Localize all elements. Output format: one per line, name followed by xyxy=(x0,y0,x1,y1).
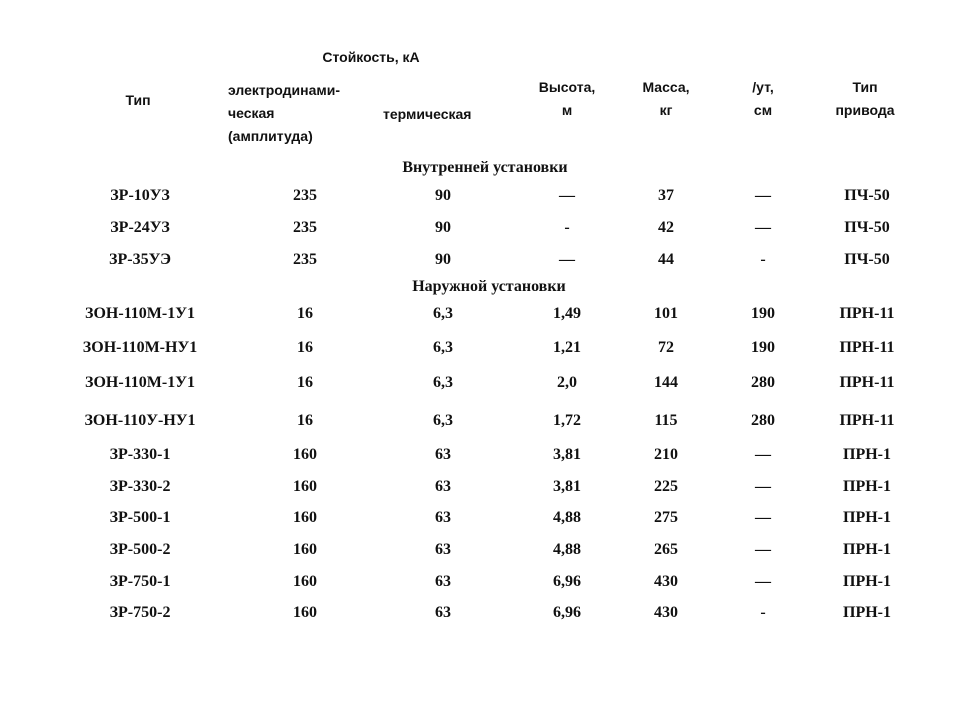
header-electrodynamic-line2: ческая xyxy=(228,105,275,121)
section-indoor: Внутренней установки xyxy=(402,159,568,176)
cell-height: 3,81 xyxy=(553,446,581,463)
cell-electrodynamic: 160 xyxy=(293,604,317,621)
cell-type: ЗР-750-1 xyxy=(109,573,171,590)
cell-drive: ПРН-1 xyxy=(843,573,891,590)
header-type: Тип xyxy=(125,92,151,108)
header-angle xyxy=(752,76,774,122)
cell-angle: - xyxy=(760,604,766,621)
cell-height: 1,72 xyxy=(553,412,581,429)
cell-drive: ПРН-1 xyxy=(843,604,891,621)
cell-type: ЗР-330-2 xyxy=(109,478,171,495)
cell-thermal: 63 xyxy=(435,446,451,463)
cell-electrodynamic: 160 xyxy=(293,541,317,558)
cell-height: 2,0 xyxy=(557,374,577,391)
cell-drive: ПЧ-50 xyxy=(844,219,890,236)
cell-electrodynamic: 160 xyxy=(293,509,317,526)
cell-type: ЗОН-110У-НУ1 xyxy=(84,412,196,429)
cell-drive: ПРН-1 xyxy=(843,478,891,495)
cell-type: ЗР-10УЗ xyxy=(110,187,170,204)
cell-thermal: 63 xyxy=(435,509,451,526)
cell-drive: ПРН-11 xyxy=(839,339,895,356)
header-electrodynamic-line1: электродинами- xyxy=(228,82,341,98)
cell-type: ЗР-500-2 xyxy=(109,541,171,558)
cell-drive: ПЧ-50 xyxy=(844,251,890,268)
header-angle-line2: см xyxy=(753,102,773,118)
header-group-resistance: Стойкость, кА xyxy=(322,49,420,65)
cell-drive: ПЧ-50 xyxy=(844,187,890,204)
cell-type: ЗОН-110М-1У1 xyxy=(85,305,195,322)
cell-angle: — xyxy=(755,573,771,590)
cell-mass: 430 xyxy=(654,604,678,621)
cell-electrodynamic: 160 xyxy=(293,573,317,590)
cell-electrodynamic: 16 xyxy=(297,339,313,356)
cell-mass: 275 xyxy=(654,509,678,526)
cell-electrodynamic: 160 xyxy=(293,446,317,463)
cell-angle: 280 xyxy=(751,374,775,391)
cell-mass: 225 xyxy=(654,478,678,495)
cell-mass: 144 xyxy=(654,374,678,391)
cell-electrodynamic: 235 xyxy=(293,187,317,204)
cell-thermal: 63 xyxy=(435,604,451,621)
cell-type: ЗР-24УЗ xyxy=(110,219,170,236)
cell-thermal: 63 xyxy=(435,541,451,558)
cell-type: ЗР-500-1 xyxy=(109,509,171,526)
cell-electrodynamic: 235 xyxy=(293,251,317,268)
cell-angle: — xyxy=(755,446,771,463)
header-electrodynamic xyxy=(228,79,340,148)
header-height-line1: Высота, xyxy=(538,79,596,95)
header-height xyxy=(539,76,596,122)
cell-drive: ПРН-1 xyxy=(843,509,891,526)
cell-mass: 72 xyxy=(658,339,674,356)
cell-angle: 190 xyxy=(751,305,775,322)
cell-type: ЗОН-110М-1У1 xyxy=(85,374,195,391)
cell-drive: ПРН-11 xyxy=(839,374,895,391)
cell-thermal: 6,3 xyxy=(433,305,453,322)
cell-thermal: 90 xyxy=(435,187,451,204)
cell-height: 3,81 xyxy=(553,478,581,495)
cell-angle: - xyxy=(760,251,766,268)
cell-mass: 42 xyxy=(658,219,674,236)
section-outdoor: Наружной установки xyxy=(412,278,566,295)
header-drive xyxy=(835,76,894,122)
cell-angle: — xyxy=(755,541,771,558)
cell-angle: — xyxy=(755,509,771,526)
cell-height: 6,96 xyxy=(553,573,581,590)
cell-mass: 101 xyxy=(654,305,678,322)
cell-angle: 280 xyxy=(751,412,775,429)
cell-height: 1,49 xyxy=(553,305,581,322)
cell-type: ЗР-750-2 xyxy=(109,604,171,621)
cell-drive: ПРН-1 xyxy=(843,541,891,558)
header-mass xyxy=(642,76,689,122)
cell-drive: ПРН-1 xyxy=(843,446,891,463)
cell-electrodynamic: 235 xyxy=(293,219,317,236)
cell-electrodynamic: 160 xyxy=(293,478,317,495)
cell-thermal: 90 xyxy=(435,219,451,236)
cell-height: - xyxy=(564,219,570,236)
cell-height: 1,21 xyxy=(553,339,581,356)
header-drive-line2: привода xyxy=(835,102,895,118)
cell-electrodynamic: 16 xyxy=(297,374,313,391)
cell-height: — xyxy=(559,251,575,268)
cell-mass: 37 xyxy=(658,187,674,204)
cell-angle: — xyxy=(755,187,771,204)
header-drive-line1: Тип xyxy=(852,79,878,95)
cell-angle: — xyxy=(755,219,771,236)
header-mass-line1: Масса, xyxy=(642,79,690,95)
cell-height: 4,88 xyxy=(553,509,581,526)
cell-drive: ПРН-11 xyxy=(839,305,895,322)
cell-thermal: 63 xyxy=(435,478,451,495)
header-mass-line2: кг xyxy=(659,102,673,118)
cell-height: — xyxy=(559,187,575,204)
header-electrodynamic-line3: (амплитуда) xyxy=(228,128,313,144)
cell-type: ЗОН-110М-НУ1 xyxy=(82,339,198,356)
cell-height: 4,88 xyxy=(553,541,581,558)
cell-thermal: 6,3 xyxy=(433,339,453,356)
cell-thermal: 90 xyxy=(435,251,451,268)
cell-mass: 265 xyxy=(654,541,678,558)
cell-thermal: 63 xyxy=(435,573,451,590)
cell-mass: 430 xyxy=(654,573,678,590)
cell-angle: — xyxy=(755,478,771,495)
cell-angle: 190 xyxy=(751,339,775,356)
cell-type: ЗР-330-1 xyxy=(109,446,171,463)
cell-mass: 210 xyxy=(654,446,678,463)
header-thermal: термическая xyxy=(383,106,472,122)
cell-drive: ПРН-11 xyxy=(839,412,895,429)
cell-electrodynamic: 16 xyxy=(297,305,313,322)
cell-mass: 44 xyxy=(658,251,674,268)
header-height-line2: м xyxy=(561,102,573,118)
cell-thermal: 6,3 xyxy=(433,374,453,391)
cell-type: ЗР-35УЭ xyxy=(109,251,171,268)
cell-mass: 115 xyxy=(654,412,678,429)
header-angle-line1: /ут, xyxy=(752,79,774,95)
cell-height: 6,96 xyxy=(553,604,581,621)
cell-thermal: 6,3 xyxy=(433,412,453,429)
cell-electrodynamic: 16 xyxy=(297,412,313,429)
